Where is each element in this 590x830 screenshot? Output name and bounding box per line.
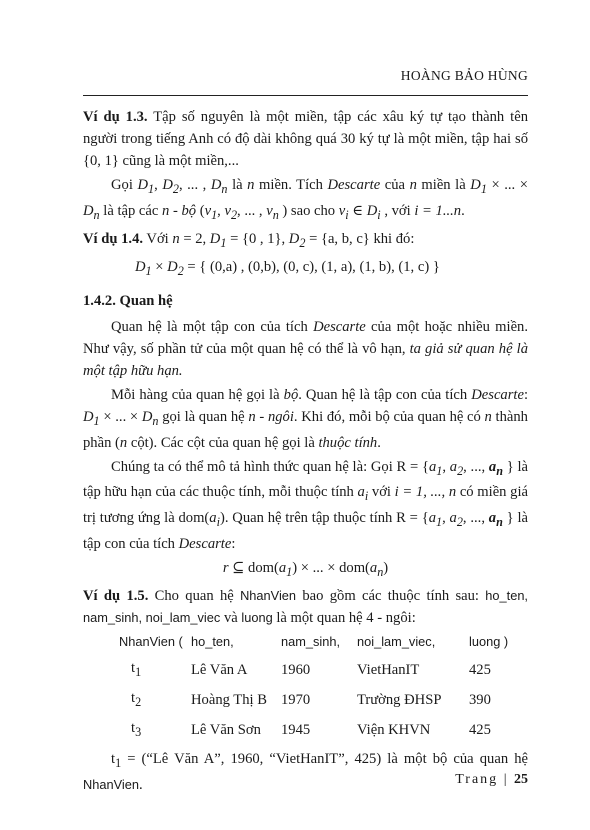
term: Descarte <box>327 177 381 193</box>
sub: 2 <box>230 207 238 222</box>
var: a <box>357 484 365 501</box>
var: D <box>83 408 94 425</box>
sub: n <box>496 463 503 478</box>
text: của một hoặc nhiều miền. Như vậy, số phần tử của một quan hệ có thể là vô hạn, <box>83 318 529 357</box>
text: , ..., <box>462 510 489 527</box>
example-1-4 <box>83 228 528 254</box>
sub: 1 <box>93 413 100 428</box>
sub: n <box>93 207 100 222</box>
var: v <box>338 202 346 219</box>
table-header-row <box>119 631 516 656</box>
text: . <box>138 777 143 794</box>
text: × ... × <box>486 177 528 193</box>
term: thuộc tính <box>318 434 378 451</box>
table-cell: 390 <box>469 691 491 708</box>
text: ⊆ dom( <box>228 560 279 577</box>
running-header: HOÀNG BẢO HÙNG <box>400 68 528 83</box>
var: a <box>278 560 287 577</box>
var: a <box>429 458 437 475</box>
sub: 2 <box>177 263 184 278</box>
term: Descarte <box>178 536 232 553</box>
sub: 2 <box>299 235 306 250</box>
text: ) <box>383 560 389 577</box>
text: miền là <box>416 177 471 193</box>
example-1-5 <box>83 585 528 629</box>
var: r <box>222 560 229 577</box>
term: Descarte <box>471 386 524 403</box>
term: Descarte <box>313 318 366 335</box>
table-cell: Hoàng Thị B <box>191 691 267 708</box>
text: và <box>220 610 242 627</box>
sub: 1 <box>436 463 443 478</box>
var: D <box>135 258 146 275</box>
text: Với <box>143 230 173 247</box>
table-cell: Trường ĐHSP <box>357 691 442 708</box>
table-cell: 425 <box>469 661 491 678</box>
text: , ... , <box>237 202 267 219</box>
var: i = 1, ..., n <box>394 484 457 501</box>
var: v <box>266 202 273 219</box>
var: D <box>162 177 173 193</box>
emphasis: ta giả sử quan hệ là một tập hữu hạn. <box>83 340 528 379</box>
text: = { (0,a) , (0,b), (0, c), (1, a), (1, b), (1, c) } <box>183 258 440 275</box>
column-header: luong ) <box>469 634 509 650</box>
example-1-3 <box>83 106 528 172</box>
term: n - bộ <box>162 202 197 219</box>
page-word: Trang <box>455 772 499 787</box>
sub: 2 <box>456 515 463 530</box>
table-cell: 1945 <box>281 721 311 738</box>
text: , <box>154 177 163 193</box>
sub: 1 <box>220 235 227 250</box>
sub: 1 <box>148 181 155 196</box>
text: , <box>217 202 225 219</box>
text: cột). Các cột của quan hệ gọi là <box>127 434 319 451</box>
var: n <box>409 177 417 193</box>
text: có miền giá trị tương ứng là dom( <box>83 484 528 527</box>
var: D <box>141 408 153 425</box>
var: D <box>137 177 149 193</box>
tuple-name <box>119 716 191 746</box>
attribute-names: ho_ten, nam_sinh, noi_lam_viec <box>83 588 528 626</box>
text: ) sao cho <box>278 202 339 219</box>
example-text: Tập số nguyên là một miền, tập các xâu ký tự tạo thành tên người trong tiếng Anh có độ dài không quá 30 ký tự là một miền, tập hai số {0, 1} cũng là một miền,... <box>83 109 528 169</box>
sub: 2 <box>172 181 179 196</box>
var: i = 1...n <box>414 202 462 219</box>
var: a <box>428 510 437 527</box>
text: gọi là quan hệ <box>158 408 249 425</box>
text: . <box>377 434 381 451</box>
sub: n <box>496 515 503 530</box>
text: : <box>523 386 528 403</box>
text: = {0 , 1}, <box>226 230 289 247</box>
sub: 1 <box>436 515 443 530</box>
paragraph-relation <box>83 316 528 382</box>
sub: n <box>221 181 228 196</box>
text: ∈ <box>348 202 367 219</box>
example-label: Ví dụ 1.3. <box>83 109 148 125</box>
table-cell: VietHanIT <box>357 661 420 678</box>
sub: i <box>377 207 381 222</box>
var: n <box>119 434 128 451</box>
text: Gọi <box>111 177 138 193</box>
relation-name: NhanVien <box>240 588 297 604</box>
text: , ... , <box>178 177 211 193</box>
text: thành phần ( <box>83 408 528 451</box>
text: , <box>442 458 450 475</box>
text: bao gồm các thuộc tính sau: <box>296 588 486 605</box>
var: a <box>488 458 497 475</box>
text: ) × ... × dom( <box>292 560 370 577</box>
example-label: Ví dụ 1.5. <box>83 588 149 605</box>
table-cell: Lê Văn A <box>191 661 248 678</box>
text: Chúng ta có thể mô tả hình thức quan hệ là: Gọi R = { <box>111 458 429 475</box>
sub: n <box>272 207 279 222</box>
tuple-index: 1 <box>115 756 122 771</box>
text: , với <box>380 202 415 219</box>
table-cell: Viện KHVN <box>357 721 431 738</box>
sub: 1 <box>211 207 218 222</box>
tuple-letter: t <box>131 719 136 736</box>
text: . Quan hệ là tập con của tích <box>298 386 472 403</box>
sub: 1 <box>145 263 152 278</box>
sub: 1 <box>480 181 487 196</box>
column-header: nam_sinh, <box>281 634 341 650</box>
tuple-index: 1 <box>135 664 142 679</box>
text: ( <box>196 202 205 219</box>
var: a <box>449 510 457 527</box>
var: a <box>449 458 458 475</box>
tuple-letter: t <box>131 689 136 706</box>
var: v <box>204 202 212 219</box>
text: Cho quan hệ <box>148 588 241 605</box>
var: n <box>172 230 180 247</box>
sub: i <box>345 207 349 222</box>
text: của <box>380 177 410 193</box>
relation-table <box>119 631 516 746</box>
text: là một quan hệ 4 - ngôi: <box>272 610 416 627</box>
table-row <box>119 686 516 716</box>
tuple-letter: t <box>111 751 116 768</box>
column-header: NhanVien ( <box>119 634 183 650</box>
table-cell: 425 <box>469 721 491 738</box>
section-heading: 1.4.2. Quan hệ <box>83 292 173 309</box>
text: } là tập con của tích <box>83 510 528 553</box>
var: D <box>209 230 221 247</box>
tuple-name <box>119 686 191 716</box>
relation-name: NhanVien <box>83 777 139 793</box>
table-row <box>119 656 516 686</box>
table-row <box>119 716 516 746</box>
var: a <box>369 560 378 577</box>
var: n <box>247 177 255 193</box>
table-cell: Lê Văn Sơn <box>191 721 261 738</box>
var: v <box>224 202 231 219</box>
sub: 1 <box>286 565 293 580</box>
paragraph-formal <box>83 456 528 556</box>
sub: n <box>152 413 159 428</box>
separator: | <box>498 772 514 787</box>
attribute-name: luong <box>241 610 273 626</box>
var: n <box>484 408 492 425</box>
var: a <box>209 510 217 527</box>
column-header: ho_ten, <box>191 634 234 650</box>
text: : <box>231 536 236 553</box>
text: Mỗi hàng của quan hệ gọi là <box>111 386 284 403</box>
product-equation <box>83 256 528 282</box>
example-label: Ví dụ 1.4. <box>83 230 144 247</box>
table-cell: 1970 <box>281 691 311 708</box>
header-rule <box>83 95 528 96</box>
text: . <box>461 202 465 219</box>
sub: 2 <box>457 463 464 478</box>
text: ). Quan hệ trên tập thuộc tính R = { <box>219 510 429 527</box>
text: là tập các <box>99 202 163 219</box>
text: Quan hệ là một tập con của tích <box>111 318 314 335</box>
var: D <box>366 202 378 219</box>
text: với <box>368 484 395 501</box>
text: . Khi đó, mỗi bộ của quan hệ có <box>293 408 485 425</box>
text: × ... × <box>99 408 142 425</box>
tuple-letter: t <box>131 659 136 676</box>
sub: n <box>377 565 384 580</box>
tuple-name <box>119 656 191 686</box>
table-cell: 1960 <box>281 661 311 678</box>
text: = (“Lê Văn A”, 1960, “VietHanIT”, 425) là một bộ của quan hệ <box>121 751 528 768</box>
page-number: 25 <box>514 772 528 787</box>
text: miền. Tích <box>254 177 328 193</box>
tuple-index: 2 <box>135 694 142 709</box>
relation-formula <box>83 557 528 583</box>
var: D <box>167 258 178 275</box>
text: , <box>442 510 450 527</box>
var: D <box>83 202 94 219</box>
tuple-index: 3 <box>135 724 142 739</box>
page-body <box>83 106 528 798</box>
term: bộ <box>283 386 299 403</box>
text: × <box>151 258 168 275</box>
text: là <box>227 177 248 193</box>
text: = {a, b, c} khi đó: <box>305 230 415 247</box>
text: = 2, <box>179 230 210 247</box>
var: D <box>288 230 300 247</box>
term: n - ngôi <box>248 408 294 425</box>
paragraph-tuple <box>83 384 528 454</box>
sub: i <box>216 515 220 530</box>
text: } là tập hữu hạn của các thuộc tính, mỗi thuộc tính <box>83 458 529 501</box>
var: D <box>210 177 222 193</box>
var: D <box>470 177 481 193</box>
var: a <box>488 510 497 527</box>
text: , ..., <box>463 458 489 475</box>
column-header: noi_lam_viec, <box>357 634 436 650</box>
descarte-definition <box>83 174 528 226</box>
page-footer <box>455 772 528 788</box>
sub: i <box>364 489 369 504</box>
